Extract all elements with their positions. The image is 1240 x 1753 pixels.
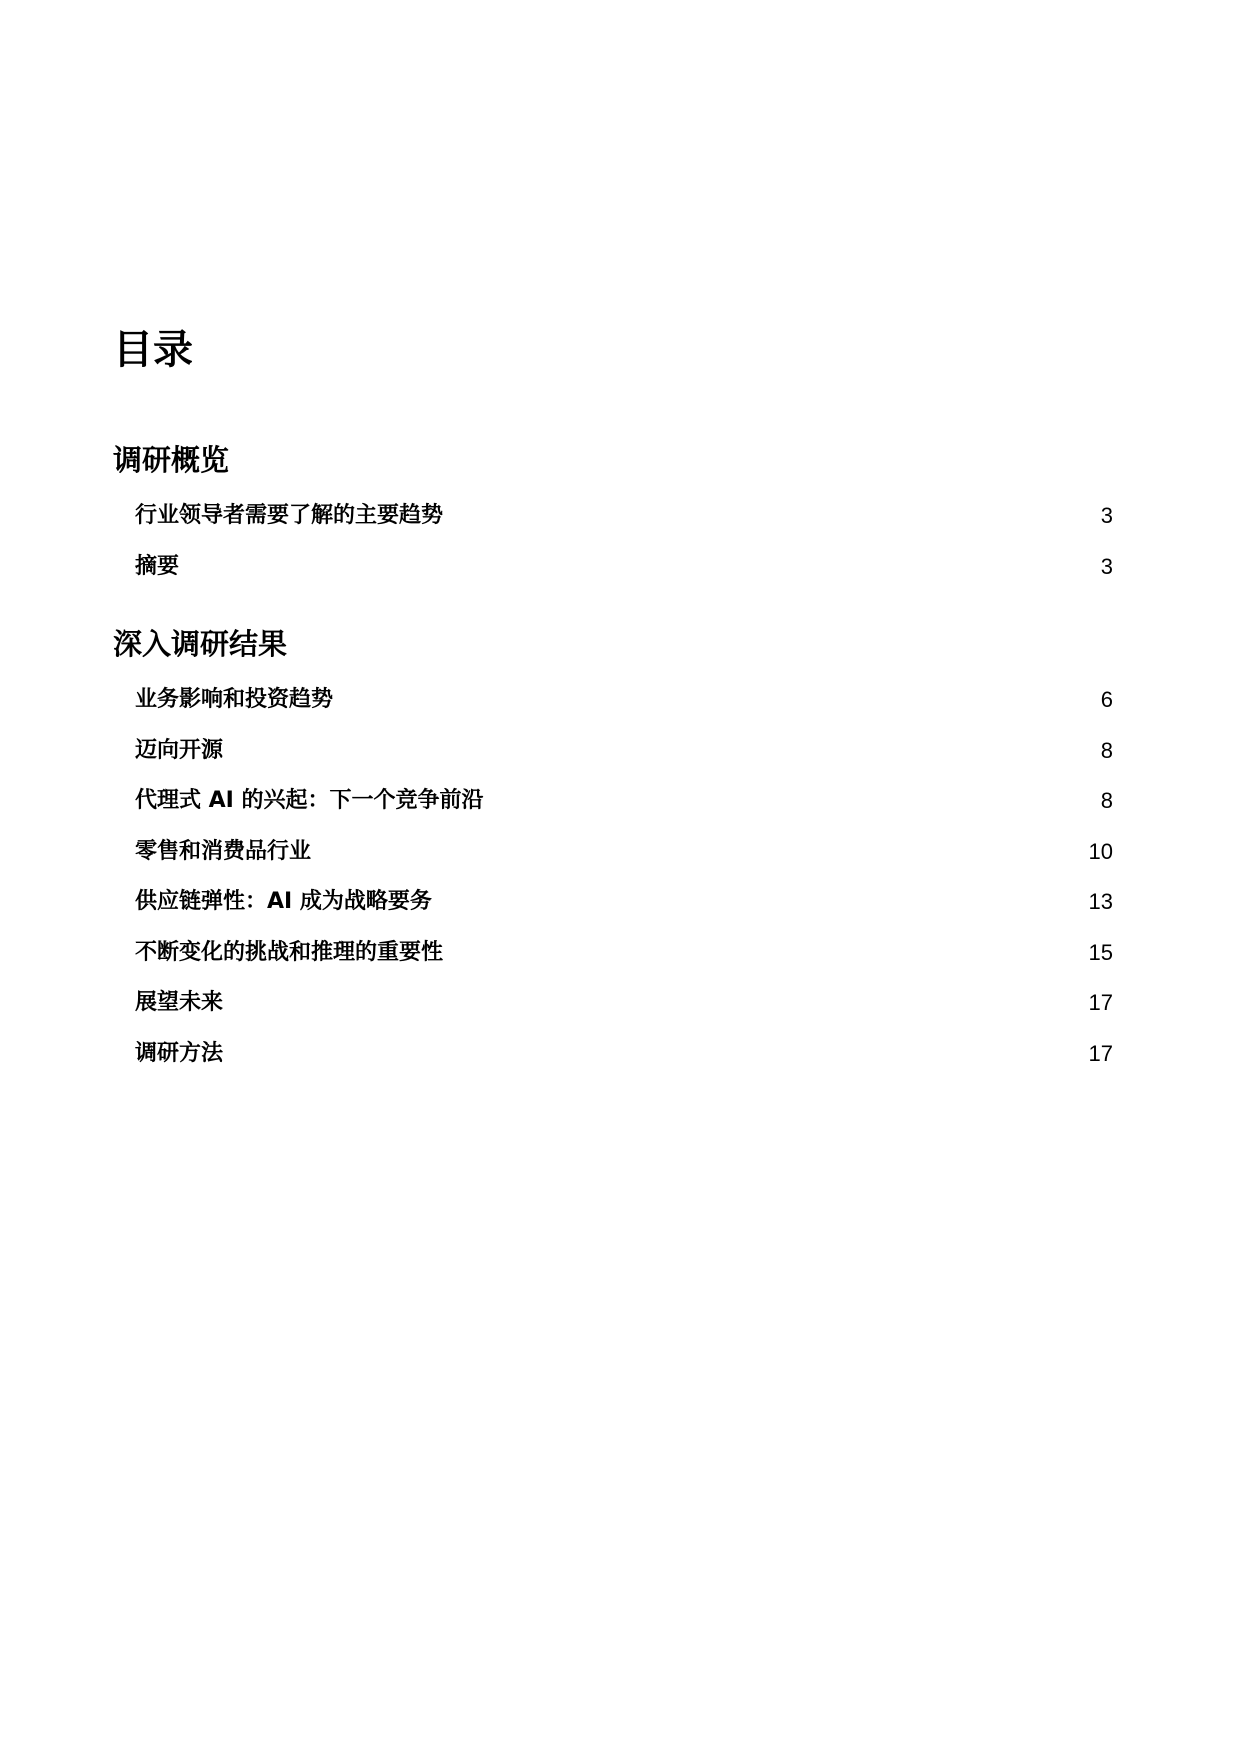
toc-entry-page-number: 8	[1100, 737, 1113, 763]
page-title: 目录	[113, 327, 193, 373]
toc-entry[interactable]	[113, 877, 1113, 928]
toc-entry-title: 供应链弹性：AI 成为战略要务	[135, 889, 432, 915]
toc-entry-title: 调研方法	[135, 1040, 224, 1066]
toc-entry-title: 代理式 AI 的兴起：下一个竞争前沿	[135, 788, 484, 814]
toc-entry-page-number: 6	[1100, 687, 1113, 713]
toc-entry-list	[113, 491, 1113, 592]
toc-entry-page-number: 8	[1100, 788, 1113, 814]
section-heading: 深入调研结果	[113, 627, 288, 661]
toc-entry-page-number: 13	[1088, 889, 1113, 915]
toc-section-overview	[113, 438, 1113, 592]
toc-section-findings	[113, 622, 1113, 1079]
toc-entry-title: 摘要	[135, 553, 180, 579]
toc-entry[interactable]	[113, 542, 1113, 593]
toc-entry-title: 零售和消费品行业	[135, 838, 312, 864]
toc-entry[interactable]	[113, 491, 1113, 542]
toc-entry-title: 不断变化的挑战和推理的重要性	[135, 939, 444, 965]
toc-entry-page-number: 10	[1088, 838, 1113, 864]
toc-entry[interactable]	[113, 1029, 1113, 1080]
toc-entry-page-number: 17	[1088, 1040, 1113, 1066]
toc-entry[interactable]	[113, 675, 1113, 726]
toc-entry-page-number: 3	[1100, 503, 1113, 529]
toc-entry-page-number: 17	[1088, 990, 1113, 1016]
toc-entry[interactable]	[113, 726, 1113, 777]
toc-entry[interactable]	[113, 776, 1113, 827]
toc-entry-page-number: 15	[1088, 939, 1113, 965]
toc-entry-title: 展望未来	[135, 990, 224, 1016]
toc-entry-title: 行业领导者需要了解的主要趋势	[135, 503, 444, 529]
toc-entry-list	[113, 675, 1113, 1079]
toc-entry-title: 业务影响和投资趋势	[135, 687, 334, 713]
toc-entry-title: 迈向开源	[135, 737, 224, 763]
toc-entry[interactable]	[113, 928, 1113, 979]
section-heading: 调研概览	[113, 443, 230, 477]
toc-entry[interactable]	[113, 978, 1113, 1029]
toc-entry[interactable]	[113, 827, 1113, 878]
toc-entry-page-number: 3	[1100, 553, 1113, 579]
